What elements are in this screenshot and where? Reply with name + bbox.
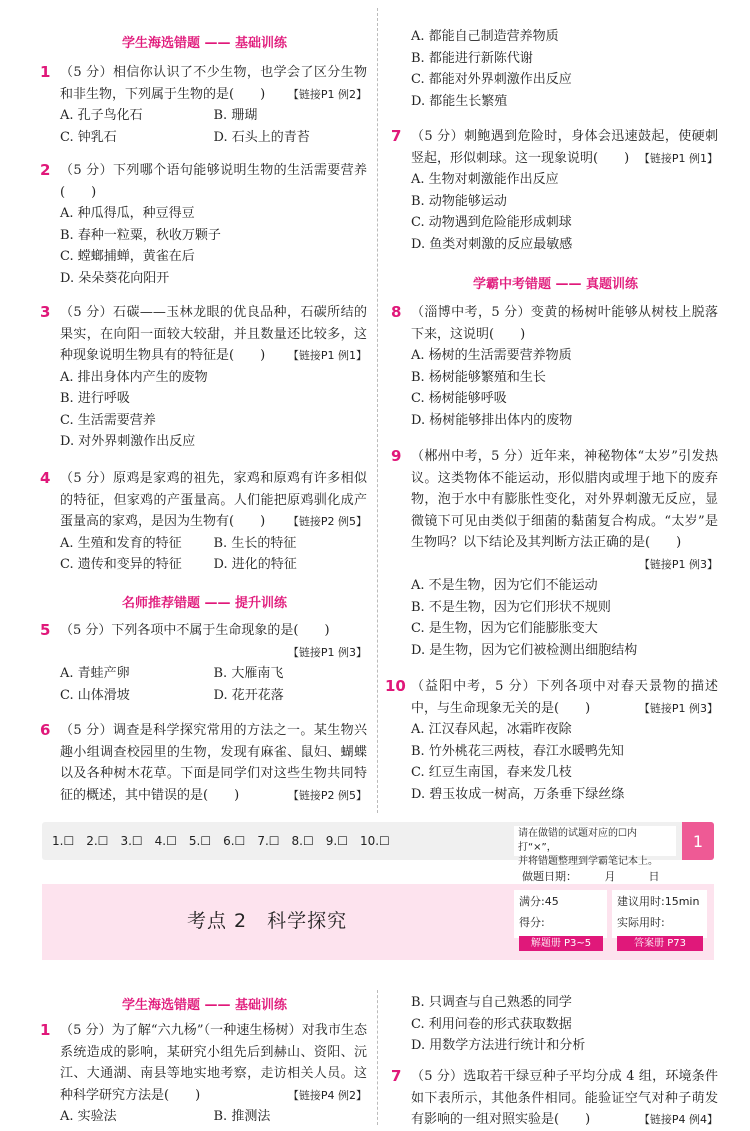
option-c: C. 动物遇到危险能形成刺球	[411, 215, 572, 230]
question-number: 7	[391, 1067, 402, 1085]
practice-date: 做题日期： 月 日	[522, 870, 660, 883]
link-reference: 【链接P1 例2】	[287, 87, 367, 101]
link-reference: 【链接P2 例5】	[287, 515, 367, 528]
time-box: 建议用时:15min 实际用时:	[612, 890, 707, 938]
answer-checklist-bar	[42, 822, 714, 867]
topic-banner	[42, 884, 714, 960]
link-reference: 【链接P1 例1】	[287, 349, 367, 362]
option-a: A. 青蛙产卵	[60, 666, 130, 681]
question-6: 6 （5 分）调查是科学探究常用的方法之一。某生物兴趣小组调查校园里的生物，发现有麻雀、鼠妇、蝴蝶以及各种树木花草。下面是同学们对这些生物共同特征的概述，其中错误的是( ) 【链接P2 例5】	[42, 720, 367, 806]
answer-checkbox[interactable]: 7.☐	[257, 834, 280, 848]
section-heading: 名师推荐错题 —— 提升训练	[121, 596, 288, 611]
science-question-6-options	[393, 992, 718, 1057]
option-c: C. 利用问卷的形式获取数据	[411, 1016, 572, 1032]
question-number: 10	[385, 677, 406, 695]
question-7: 7 （5 分）刺鲍遇到危险时，身体会迅速鼓起，使硬刺竖起，形似刺球。这一现象说明( ) 【链接P1 例1】 A. 生物对刺激能作出反应 B. 动物能够运动 C. 动物遇到危险能形成刺球 D. 鱼类对刺激的反应最敏感	[393, 126, 718, 255]
section-heading: 学生海选错题 —— 基础训练	[121, 998, 288, 1013]
option-b: B. 不是生物，因为它们形状不规则	[411, 599, 611, 615]
option-c: C. 钟乳石	[60, 129, 117, 145]
option-c: C. 遗传和变异的特征	[60, 557, 182, 572]
answer-checkbox[interactable]: 6.☐	[223, 834, 246, 848]
source-tag: （郴州中考，	[411, 449, 492, 464]
question-number: 1	[40, 1021, 51, 1039]
option-d: D. 是生物，因为它们被检测出细胞结构	[411, 642, 638, 658]
topic-title: 考点 2 科学探究	[187, 910, 348, 932]
question-number: 9	[391, 447, 402, 465]
link-reference: 【链接P1 例1】	[638, 151, 718, 165]
question-number: 1	[40, 63, 51, 81]
column-divider	[377, 8, 378, 813]
question-3: 3 （5 分）石碳——玉林龙眼的优良品种，石碳所结的果实，在向阳一面较大较甜，并且数量还比较多，这种现象说明生物具有的特征是( ) 【链接P1 例1】 A. 排出身体内产生的废物 B. 进行呼吸 C. 生活需要营养 D. 对外界刺激作出反应	[42, 302, 367, 453]
question-number: 4	[40, 469, 51, 487]
question-5: 5 （5 分）下列各项中不属于生命现象的是( ) 【链接P1 例3】 A. 青蛙产卵 B. 大雁南飞 C. 山体滑坡 D. 花开花落	[42, 620, 367, 706]
option-b: B. 只调查与自己熟悉的同学	[411, 995, 572, 1010]
answer-checkbox[interactable]: 3.☐	[120, 834, 143, 848]
option-d: D. 都能生长繁殖	[411, 93, 508, 109]
link-reference: 【链接P1 例3】	[287, 645, 367, 659]
option-b: B. 杨树能够繁殖和生长	[411, 369, 546, 385]
option-b: B. 竹外桃花三两枝，春江水暖鸭先知	[411, 743, 624, 759]
option-a: A. 都能自己制造营养物质	[411, 29, 559, 44]
option-d: D. 石头上的青苔	[213, 129, 310, 145]
score-box: 满分:45 得分:	[514, 890, 607, 938]
option-a: A. 不是生物，因为它们不能运动	[411, 578, 598, 593]
option-a: A. 杨树的生活需要营养物质	[411, 348, 572, 363]
option-c: C. 都能对外界刺激作出反应	[411, 72, 572, 87]
option-d: D. 用数学方法进行统计和分析	[411, 1038, 586, 1053]
link-reference: 【链接P1 例3】	[638, 701, 718, 715]
question-9: 9 （郴州中考，5 分）近年来，神秘物体“太岁”引发热议。这类物体不能运动，形似腊肉或埋于地下的废弃物，泡于水中有膨胀性变化，对外界刺激无反应，显微镜下可见由类似于细菌的黏菌复合构成。“太岁”是生物吗？以下结论及其判断方法正确的是( ) 【链接P1 例3】 A. 不是生物，因为它们不能运动 B. 不是生物，因为它们形状不规则 C. 是生物，因为它们能膨胀变大 D. 是生物，因为它们被检测出细胞结构	[393, 446, 718, 661]
source-tag: （益阳中考，	[411, 679, 496, 694]
option-b: B. 生长的特征	[213, 535, 297, 551]
link-reference: 【链接P4 例2】	[287, 1088, 367, 1102]
answer-checkbox[interactable]: 8.☐	[291, 834, 314, 848]
option-a: A. 实验法	[60, 1109, 117, 1124]
option-b: B. 春种一粒粟，秋收万颗子	[60, 227, 221, 243]
question-8: 8 （淄博中考，5 分）变黄的杨树叶能够从树枝上脱落下来，这说明( ) A. 杨树的生活需要营养物质 B. 杨树能够繁殖和生长 C. 杨树能够呼吸 D. 杨树能够排出体内的废物	[393, 302, 718, 431]
option-d: D. 对外界刺激作出反应	[60, 434, 196, 449]
option-b: B. 都能进行新陈代谢	[411, 50, 533, 66]
instruction-note: 请在做错的试题对应的☐内打“×”， 并将错题整理到学霸笔记本上。	[514, 826, 676, 856]
link-reference: 【链接P1 例3】	[638, 557, 718, 571]
option-b: B. 动物能够运动	[411, 193, 507, 209]
option-d: D. 花开花落	[213, 687, 284, 703]
science-question-1: 1 （5 分）为了解“六九杨”（一种速生杨树）对我市生态系统造成的影响，某研究小组先后到赫山、资阳、沅江、大通湖、南县等地实地考察，走访相关人员。这种科学研究方法是( ) 【链接P4 例2】 A. 实验法 B. 推测法	[42, 1020, 367, 1128]
option-d: D. 杨树能够排出体内的废物	[411, 412, 573, 428]
section-heading: 学生海选错题 —— 基础训练	[121, 36, 288, 51]
page-number: 1	[682, 822, 714, 860]
answer-checkbox[interactable]: 4.☐	[154, 834, 177, 848]
question-4: 4 （5 分）原鸡是家鸡的祖先，家鸡和原鸡有许多相似的特征，但家鸡的产蛋量高。人们能把原鸡驯化成产蛋量高的家鸡，是因为生物有( ) 【链接P2 例5】 A. 生殖和发育的特征 B. 生长的特征 C. 遗传和变异的特征 D. 进化的特征	[42, 468, 367, 576]
option-d: D. 碧玉妆成一树高，万条垂下绿丝绦	[411, 786, 625, 802]
option-a: A. 生物对刺激能作出反应	[411, 172, 559, 187]
option-c: C. 是生物，因为它们能膨胀变大	[411, 621, 598, 636]
column-divider-lower	[377, 990, 378, 1125]
option-d: D. 鱼类对刺激的反应最敏感	[411, 236, 573, 252]
option-d: D. 朵朵葵花向阳开	[60, 270, 170, 286]
question-10: 10 （益阳中考，5 分）下列各项中对春天景物的描述中，与生命现象无关的是( ) 【链接P1 例3】 A. 江汉春风起，冰霜昨夜除 B. 竹外桃花三两枝，春江水暖鸭先知 C. 红豆生南国，春来发几枝 D. 碧玉妆成一树高，万条垂下绿丝绦	[393, 676, 718, 805]
source-tag: （淄博中考，	[411, 305, 492, 320]
answer-book-button[interactable]: 答案册 P73	[617, 936, 703, 951]
option-a: A. 种瓜得瓜，种豆得豆	[60, 206, 195, 221]
option-c: C. 红豆生南国，春来发几枝	[411, 765, 572, 780]
link-reference: 【链接P4 例4】	[638, 1113, 718, 1126]
answer-checkbox[interactable]: 2.☐	[86, 834, 109, 848]
question-number: 3	[40, 303, 51, 321]
science-question-7: 7 （5 分）选取若干绿豆种子平均分成 4 组，环境条件如下表所示，其他条件相同。能验证空气对种子萌发有影响的一组对照实验是( ) 【链接P4 例4】	[393, 1066, 718, 1131]
option-b: B. 珊瑚	[213, 108, 258, 123]
option-d: D. 进化的特征	[213, 557, 297, 572]
question-number: 7	[391, 127, 402, 145]
answer-checkbox[interactable]: 9.☐	[325, 834, 348, 848]
answer-checkbox[interactable]: 10.☐	[359, 834, 390, 848]
option-c: C. 螳螂捕蝉，黄雀在后	[60, 249, 195, 264]
question-1: 1 （5 分）相信你认识了不少生物，也学会了区分生物和非生物，下列属于生物的是( ) 【链接P1 例2】 A. 孔子鸟化石 B. 珊瑚 C. 钟乳石 D. 石头上的青苔	[42, 62, 367, 148]
option-a: A. 江汉春风起，冰霜昨夜除	[411, 722, 572, 737]
option-a: A. 孔子鸟化石	[60, 108, 143, 123]
option-a: A. 生殖和发育的特征	[60, 535, 182, 551]
option-b: B. 推测法	[213, 1109, 271, 1124]
question-2: 2 （5 分）下列哪个语句能够说明生物的生活需要营养( ) A. 种瓜得瓜，种豆得豆 B. 春种一粒粟，秋收万颗子 C. 螳螂捕蝉，黄雀在后 D. 朵朵葵花向阳开	[42, 160, 367, 289]
section-heading: 学霸中考错题 —— 真题训练	[472, 277, 639, 292]
option-c: C. 山体滑坡	[60, 687, 130, 703]
option-c: C. 生活需要营养	[60, 412, 156, 428]
option-b: B. 大雁南飞	[213, 666, 284, 681]
option-b: B. 进行呼吸	[60, 391, 130, 406]
answer-checkbox[interactable]: 1.☐	[52, 834, 75, 848]
question-number: 5	[40, 621, 51, 639]
answer-checkbox[interactable]: 5.☐	[188, 834, 212, 848]
option-c: C. 杨树能够呼吸	[411, 391, 507, 406]
solution-book-button[interactable]: 解题册 P3~5	[519, 936, 603, 951]
question-number: 2	[40, 161, 51, 179]
option-a: A. 排出身体内产生的废物	[60, 369, 208, 385]
question-6-options	[393, 26, 718, 112]
question-number: 8	[391, 303, 402, 321]
question-number: 6	[40, 721, 51, 739]
link-reference: 【链接P2 例5】	[287, 788, 367, 802]
